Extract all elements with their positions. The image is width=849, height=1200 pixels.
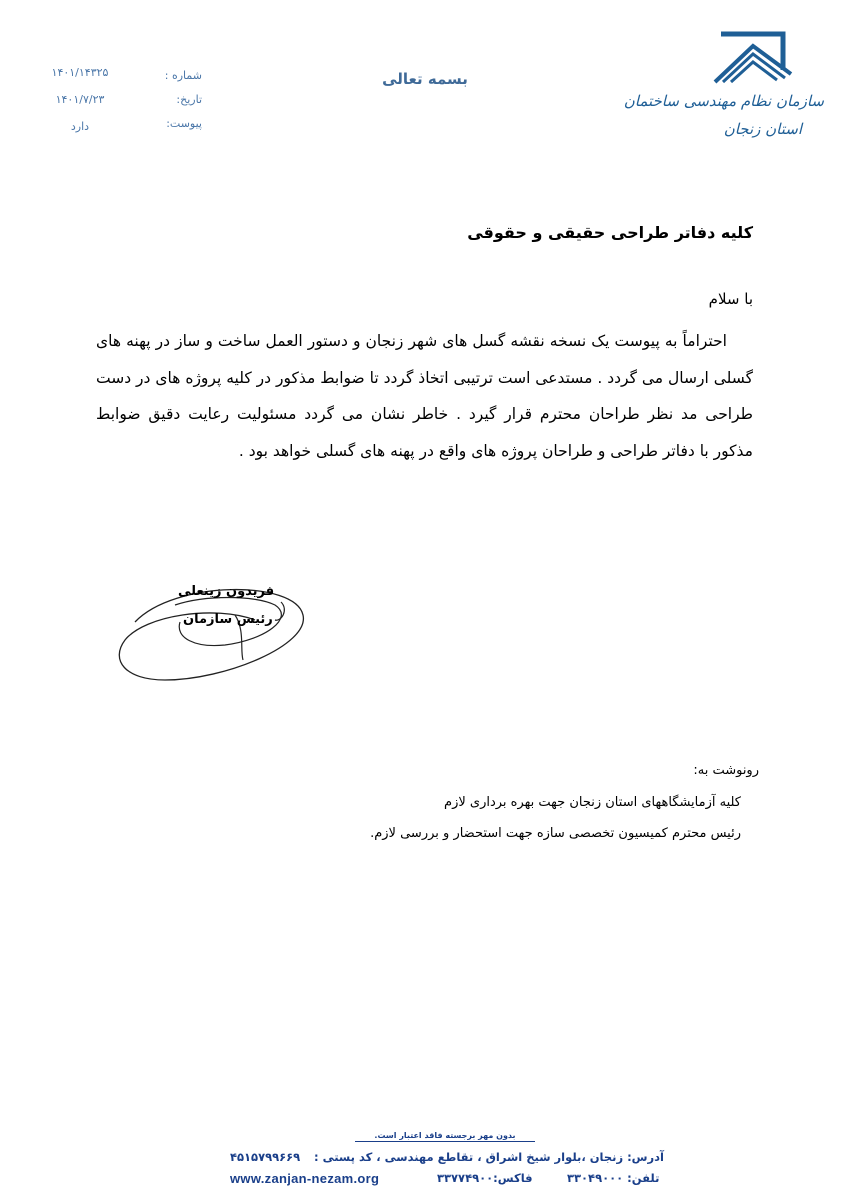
footer-validity-note: بدون مهر برجسته فاقد اعتبار است. xyxy=(355,1131,535,1142)
signatory-title: رئیس سازمان xyxy=(183,612,273,627)
building-logo-icon xyxy=(713,30,793,88)
date-label: تاریخ: xyxy=(176,93,202,106)
letter-greeting: با سلام xyxy=(708,290,753,308)
organization-logo xyxy=(623,30,828,155)
handwritten-signature xyxy=(105,560,315,695)
attachment-label: پیوست: xyxy=(166,117,202,130)
number-value: ۱۴۰۱/۱۴۳۲۵ xyxy=(51,66,109,79)
organization-province: استان زنجان xyxy=(723,120,802,138)
footer-address: آدرس: زنجان ،بلوار شیخ اشراق ، تقاطع مهندسی ، کد پستی : xyxy=(313,1150,664,1164)
organization-name: سازمان نظام مهندسی ساختمان xyxy=(623,92,824,110)
footer-fax: فاکس:۳۳۷۷۴۹۰۰ xyxy=(437,1171,533,1185)
footer-website-link[interactable]: www.zanjan-nezam.org xyxy=(230,1171,380,1186)
letter-body: احتراماً به پیوست یک نسخه نقشه گسل های شهر زنجان و دستور العمل ساخت و ساز در پهنه های گسلی ارسال می گردد . مستدعی است ترتیبی اتخاذ گردد تا ضوابط مذکور در کلیه پروژه های در دست طراحی مد نظر طراحان محترم قرار گیرد . خاطر نشان می گردد مسئولیت رعایت دقیق ضوابط مذکور با دفاتر طراحی و طراحان پروژه های واقع در پهنه های گسلی خواهد بود . xyxy=(96,332,753,460)
letter-recipient: کلیه دفاتر طراحی حقیقی و حقوقی xyxy=(467,223,753,242)
date-value: ۱۴۰۱/۷/۲۳ xyxy=(55,93,105,106)
signatory-name: فریدون زینعلی xyxy=(178,584,275,599)
footer-phone: تلفن: ۳۳۰۴۹۰۰۰ xyxy=(567,1171,660,1185)
footer-postal-code: ۴۵۱۵۷۹۹۶۶۹ xyxy=(230,1150,301,1164)
number-label: شماره : xyxy=(164,69,202,82)
cc-item: کلیه آزمایشگاههای استان زنجان جهت بهره برداری لازم xyxy=(444,795,741,810)
basmala-heading: بسمه تعالی xyxy=(382,70,468,88)
attachment-value: دارد xyxy=(70,120,90,133)
cc-item: رئیس محترم کمیسیون تخصصی سازه جهت استحضار و بررسی لازم. xyxy=(370,826,741,841)
cc-title: رونوشت به: xyxy=(693,763,759,778)
